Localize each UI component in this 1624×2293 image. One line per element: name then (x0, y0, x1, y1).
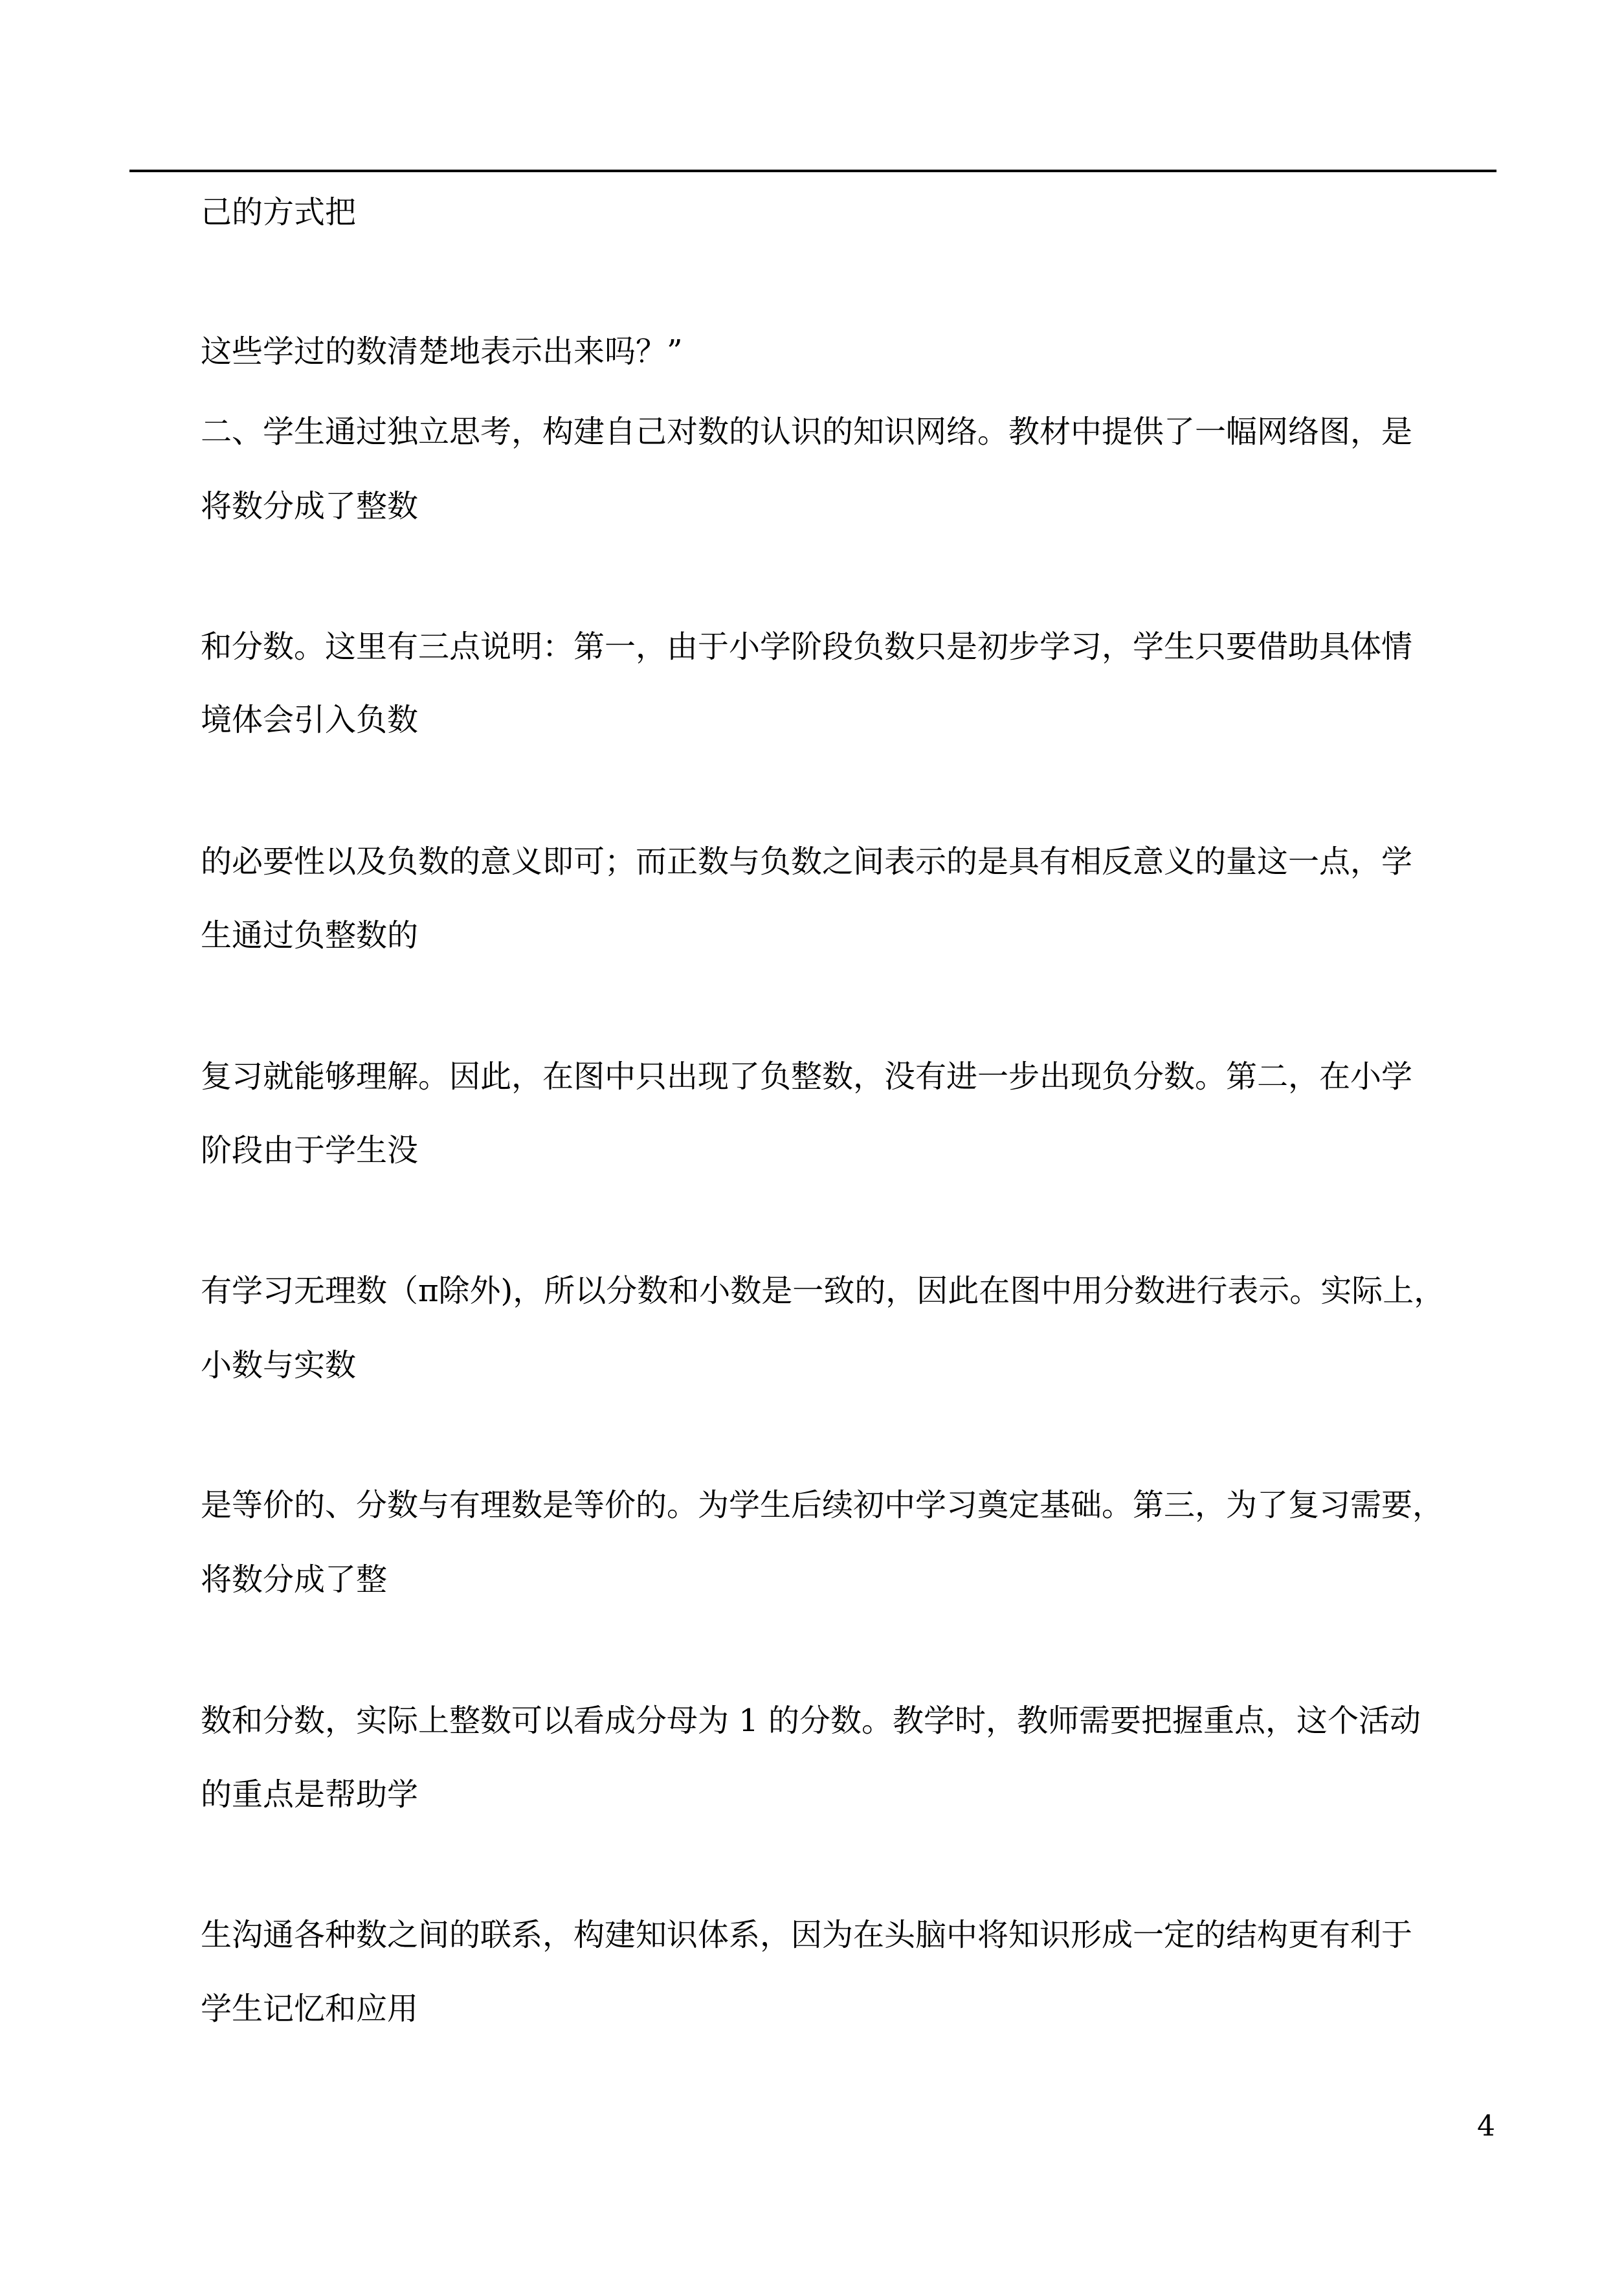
page-number: 4 (1477, 2110, 1495, 2143)
text-line: 生沟通各种数之间的联系，构建知识体系，因为在头脑中将知识形成一定的结构更有利于 (201, 1917, 1413, 1953)
text-line: 数和分数，实际上整数可以看成分母为 1 的分数。教学时，教师需要把握重点，这个活动 (201, 1703, 1421, 1739)
text-line: 是等价的、分数与有理数是等价的。为学生后续初中学习奠定基础。第三，为了复习需要， (201, 1487, 1444, 1523)
text-line: 二、学生通过独立思考，构建自己对数的认识的知识网络。教材中提供了一幅网络图，是 (201, 414, 1413, 450)
text-line: 阶段由于学生没 (201, 1132, 419, 1169)
text-line: 和分数。这里有三点说明：第一，由于小学阶段负数只是初步学习，学生只要借助具体情 (201, 629, 1413, 665)
text-line: 复习就能够理解。因此，在图中只出现了负整数，没有进一步出现负分数。第二，在小学 (201, 1058, 1413, 1095)
text-line: 学生记忆和应用 (201, 1991, 419, 2027)
text-line: 的必要性以及负数的意义即可；而正数与负数之间表示的是具有相反意义的量这一点，学 (201, 844, 1413, 880)
text-line: 将数分成了整 (201, 1561, 388, 1598)
text-line: 将数分成了整数 (201, 488, 419, 524)
header-rule (129, 170, 1496, 172)
text-line: 生通过负整数的 (201, 917, 419, 954)
text-line: 有学习无理数（π除外)，所以分数和小数是一致的，因此在图中用分数进行表示。实际上， (201, 1273, 1445, 1309)
text-line: 的重点是帮助学 (201, 1776, 419, 1813)
text-line: 己的方式把 (201, 194, 357, 230)
text-line: 这些学过的数清楚地表示出来吗？” (201, 333, 683, 370)
text-line: 境体会引入负数 (201, 702, 419, 738)
text-line: 小数与实数 (201, 1347, 357, 1383)
